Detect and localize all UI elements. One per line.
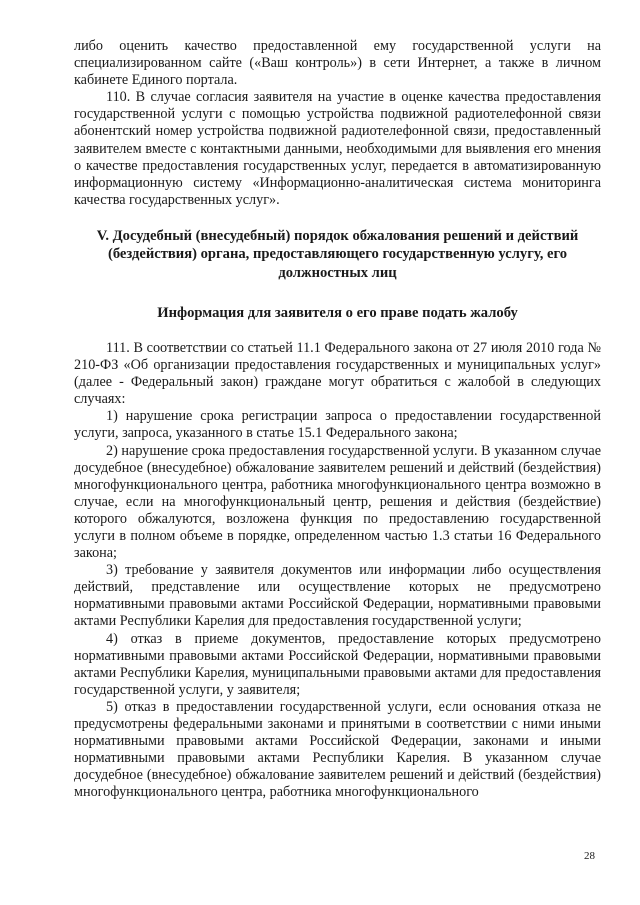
list-item-5: 5) отказ в предоставлении государственной услуги, если основания отказа не предусмотрены федеральными законами и принятыми в соответствии с ними иными нормативными правовыми актами Российской Федерации, законами и иными нормативными правовыми актами Республики Карелия. В указанном случае досудебное (внесудебное) обжалование заявителем решений и действий (бездействия) многофункционального центра, работника многофункционального xyxy=(74,698,601,801)
page-number: 28 xyxy=(584,850,595,862)
paragraph-110: 110. В случае согласия заявителя на участие в оценке качества предоставления государственной услуги с помощью устройства подвижной радиотелефонной связи абонентский номер устройства подвижной радиотелефонной связи, предоставленный заявителем вместе с контактными данными, необходимыми для выявления его мнения о качестве предоставления государственных услуг, передается в автоматизированную информационную систему «Информационно-аналитическая система мониторинга качества государственных услуг». xyxy=(74,89,601,208)
list-item-1: 1) нарушение срока регистрации запроса о предоставлении государственной услуги, запроса, указанного в статье 15.1 Федерального закона; xyxy=(74,408,601,442)
list-item-4: 4) отказ в приеме документов, предоставление которых предусмотрено нормативными правовыми актами Российской Федерации, нормативными правовыми актами Республики Карелия, муниципальными правовыми актами для предоставления государственной услуги, у заявителя; xyxy=(74,630,601,698)
list-item-2: 2) нарушение срока предоставления государственной услуги. В указанном случае досудебное (внесудебное) обжалование заявителем решений и действий (бездействия) многофункционального центра, работника многофункционального центра возможно в случае, если на многофункциональный центр, решения и действия (бездействие) которого обжалуются, возложена функция по предоставлению государственной услуги в полном объеме в порядке, определенном частью 1.3 статьи 16 Федерального закона; xyxy=(74,442,601,562)
section-heading: V. Досудебный (внесудебный) порядок обжалования решений и действий (бездействия) органа, предоставляющего государственную услугу, его должностных лиц xyxy=(96,227,579,281)
subsection-heading: Информация для заявителя о его праве подать жалобу xyxy=(157,305,518,322)
paragraph-continuation: либо оценить качество предоставленной ему государственной услуги на специализированном сайте («Ваш контроль») в сети Интернет, а также в личном кабинете Единого портала. xyxy=(74,38,601,89)
paragraph-111: 111. В соответствии со статьей 11.1 Федерального закона от 27 июля 2010 года № 210-ФЗ «Об организации предоставления государственных и муниципальных услуг» (далее - Федеральный закон) граждане могут обратиться с жалобой в следующих случаях: xyxy=(74,339,601,408)
page-content xyxy=(74,38,601,801)
list-item-3: 3) требование у заявителя документов или информации либо осуществления действий, представление или осуществление которых не предусмотрено нормативными правовыми актами Российской Федерации, нормативными правовыми актами Республики Карелия для предоставления государственной услуги; xyxy=(74,562,601,630)
